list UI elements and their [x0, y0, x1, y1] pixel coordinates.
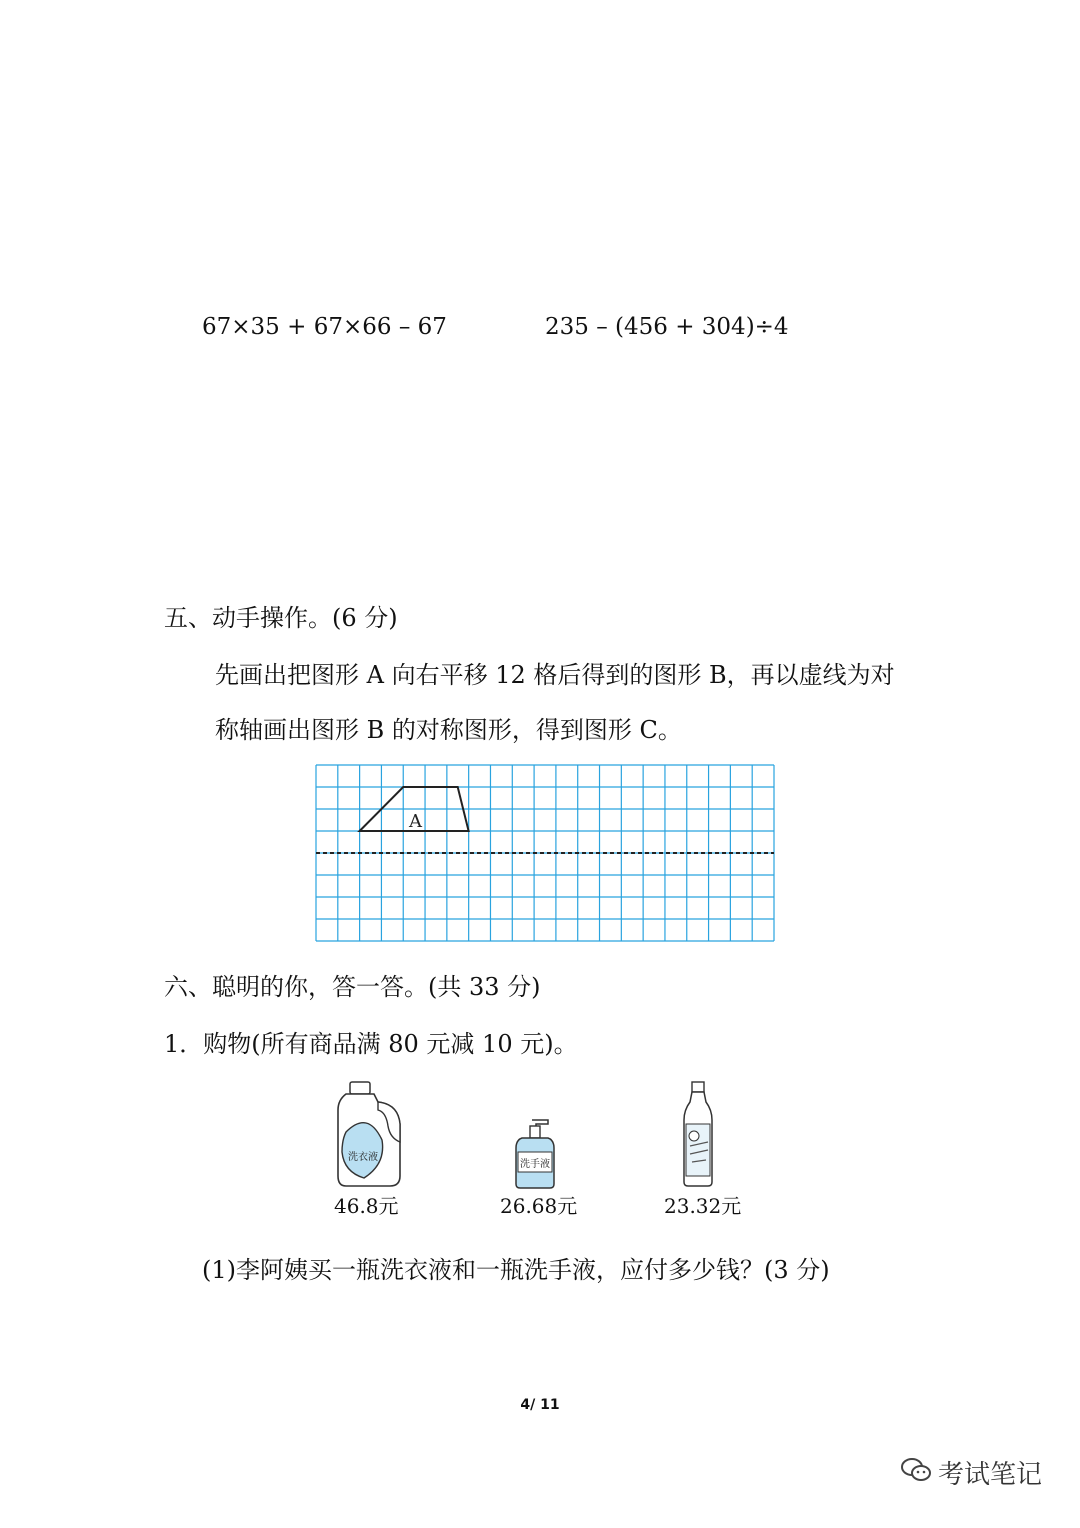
laundry-detergent-price: 46.8元 — [334, 1194, 399, 1218]
section-5-instruction-line-2: 称轴画出图形 B 的对称图形，得到图形 C。 — [215, 716, 682, 744]
expression-left: 67×35 + 67×66 – 67 — [202, 314, 447, 340]
hand-soap-label: 洗手液 — [520, 1159, 550, 1170]
expression-right: 235 – (456 + 304)÷4 — [545, 314, 789, 340]
grid-lines — [316, 765, 774, 941]
hand-soap-pump-bottle-icon — [512, 1112, 562, 1190]
question-1-title: 1．购物(所有商品满 80 元减 10 元)。 — [164, 1030, 578, 1058]
cleaner-bottle-icon — [680, 1080, 716, 1188]
shape-a-label: A — [409, 811, 422, 832]
section-6-title: 六、聪明的你，答一答。(共 33 分) — [164, 973, 541, 1001]
laundry-detergent-bottle-icon — [332, 1080, 408, 1190]
section-5-instruction-line-1: 先画出把图形 A 向右平移 12 格后得到的图形 B，再以虚线为对 — [215, 661, 895, 689]
wechat-logo-icon — [900, 1456, 932, 1484]
hand-soap-price: 26.68元 — [500, 1194, 578, 1218]
grid-figure — [316, 765, 776, 943]
question-1-1: (1)李阿姨买一瓶洗衣液和一瓶洗手液，应付多少钱？(3 分) — [202, 1256, 830, 1284]
watermark-text: 考试笔记 — [938, 1460, 1043, 1490]
cleaner-price: 23.32元 — [664, 1194, 742, 1218]
page-number: 4/ 11 — [520, 1397, 560, 1413]
laundry-detergent-label: 洗衣液 — [348, 1152, 378, 1163]
section-5-title: 五、动手操作。(6 分) — [164, 604, 398, 632]
